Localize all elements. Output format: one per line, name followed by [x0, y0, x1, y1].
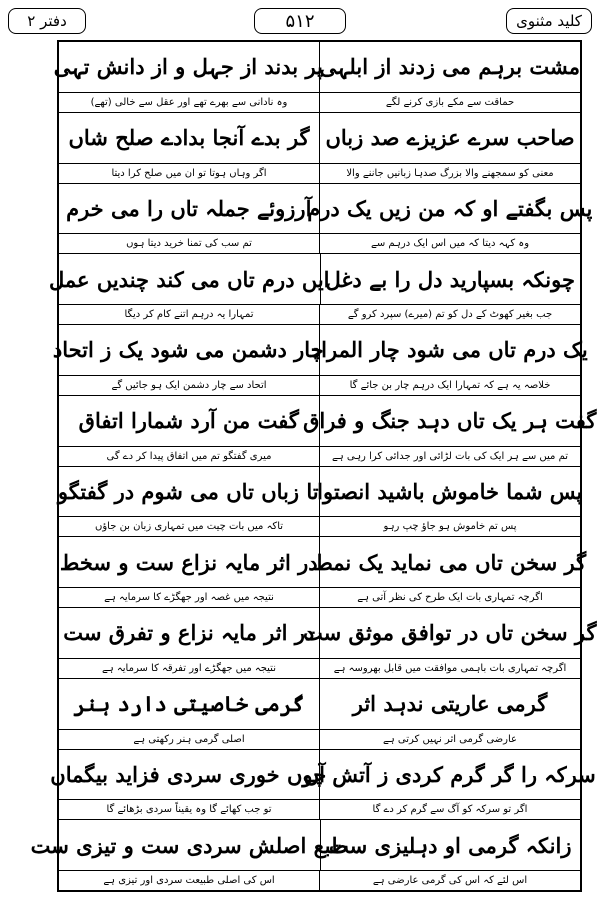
first-translation: جب بغیر کھوٹ کے دل کو تم (میرے) سپرد کرو گے	[319, 305, 580, 324]
first-translation: اگرچہ تمہاری بات ایک طرح کی نظر آتی ہے	[319, 588, 580, 607]
first-hemistich: گر سخن تاں می نماید یک نمط	[319, 537, 581, 587]
first-hemistich: چونکہ بسپارید دل را بے دغل	[320, 254, 581, 304]
couplet-row	[59, 679, 580, 750]
second-hemistich: در اثر مایہ نزاع و تفرق ست	[63, 620, 315, 646]
second-translation: تو جب کھائے گا وہ یقیناً سردی بڑھائے گا	[106, 804, 272, 816]
verse-line	[59, 396, 597, 446]
second-hemistich: در اثر مایہ نزاع ست و سخط	[59, 549, 318, 575]
second-hemistich: پر بدند از جہل و از دانش تہی	[53, 54, 323, 80]
first-translation: اگرچہ تمہاری بات باہمی موافقت میں قابل بھروسہ ہے	[319, 659, 580, 678]
second-translation: نتیجہ میں جھگڑے اور تفرقہ کا سرمایہ ہے	[102, 662, 276, 674]
translation-line	[59, 870, 580, 890]
second-translation: نتیجہ میں غصہ اور جھگڑے کا سرمایہ ہے	[104, 592, 274, 603]
translation-line	[59, 375, 580, 395]
second-hemistich: طبع اصلش سردی ست و تیزی ست	[30, 832, 348, 858]
verse-line	[59, 679, 580, 729]
second-translation: اصلی گرمی ہنر رکھتی ہے	[133, 733, 245, 745]
first-translation: وہ کہہ دیتا کہ میں اس ایک درہم سے	[319, 234, 580, 253]
second-hemistich: چار دشمن می شود یک ز اتحاد	[52, 337, 324, 363]
first-translation: پس تم خاموش ہو جاؤ چپ رہو	[319, 517, 580, 536]
translation-line	[59, 446, 580, 466]
translation-line	[59, 799, 580, 819]
translation-line	[59, 516, 580, 536]
couplet-row	[59, 396, 597, 467]
second-hemistich: ایں درم تاں می کند چندیں عمل	[48, 266, 330, 292]
first-hemistich: پس شما خاموش باشید انصتوا	[319, 467, 581, 517]
verse-line	[48, 254, 580, 304]
second-translation: وہ نادانی سے بھرے تھے اور عقل سے خالی (تھے)	[90, 96, 288, 108]
second-translation: اگر وہاں ہوتا تو ان میں صلح کرا دیتا	[111, 167, 267, 179]
couplet-row	[30, 820, 580, 890]
book-title-label: کلید مثنوی	[506, 8, 592, 34]
first-hemistich: گر سخن تاں در توافق موثق ست	[319, 608, 581, 658]
couplet-row	[59, 537, 587, 608]
second-translation: تمہارا یہ درہم اتنے کام کر دیگا	[124, 309, 254, 320]
second-translation: اتحاد سے چار دشمن ایک ہو جائیں گے	[111, 379, 267, 391]
couplet-row	[48, 254, 580, 325]
first-hemistich: صاحب سرے عزیزے صد زباں	[319, 113, 580, 163]
verse-line	[59, 113, 580, 163]
translation-line	[59, 163, 580, 183]
verse-line	[57, 467, 583, 517]
couplet-row	[52, 325, 588, 396]
couplet-row	[59, 608, 597, 679]
second-translation: میری گفتگو تم میں اتفاق پیدا کر دے گی	[106, 450, 272, 462]
second-hemistich: گر بدے آنجا بدادے صلح شاں	[68, 125, 310, 151]
verse-line	[30, 820, 580, 870]
translation-line	[59, 304, 580, 324]
first-translation: تم میں سے ہر ایک کی بات لڑائی اور جدائی کرا رہی ہے	[319, 447, 580, 466]
couplet-row	[53, 42, 580, 113]
verse-line	[53, 42, 580, 92]
couplet-row	[57, 467, 583, 538]
second-hemistich: تا زباں تاں می شوم در گفتگو	[57, 478, 319, 504]
translation-line	[59, 92, 580, 112]
volume-label: دفتر ۲	[8, 8, 86, 34]
second-hemistich: گفت من آرد شمارا اتفاق	[78, 408, 299, 434]
couplet-row	[50, 750, 596, 821]
page-number: ۵۱۲	[254, 8, 346, 34]
second-translation: تم سب کی تمنا خرید دیتا ہوں	[126, 238, 252, 250]
first-translation: خلاصہ یہ ہے کہ تمہارا ایک درہم چار بن جائے گا	[319, 376, 580, 395]
first-hemistich: پس بگفتے او کہ من زیں یک درم	[319, 184, 581, 234]
translation-line	[59, 729, 580, 749]
first-hemistich: سرکہ را گر گرم کردی ز آتش آں	[319, 750, 581, 800]
first-translation: معنی کو سمجھنے والا بزرگ صدہا زبانیں جاننے والا	[319, 164, 580, 183]
second-hemistich: چوں خوری سردی فزاید بیگماں	[50, 761, 327, 787]
second-hemistich: گرمی خاصیتی دارد ہنر	[73, 691, 305, 717]
translation-line	[59, 658, 580, 678]
verse-line	[59, 184, 593, 234]
first-hemistich: زانکہ گرمی او دہلیزی ست	[320, 820, 581, 870]
verse-line	[59, 537, 587, 587]
verse-table	[30, 40, 597, 892]
second-hemistich: آرزوئے جملہ تاں را می خرم	[66, 195, 312, 221]
translation-line	[59, 233, 580, 253]
verse-line	[52, 325, 588, 375]
first-translation: عارضی گرمی اثر نہیں کرتی ہے	[319, 730, 580, 749]
verse-line	[50, 750, 596, 800]
first-translation: اس لئے کہ اس کی گرمی عارضی ہے	[319, 871, 580, 890]
second-translation: اس کی اصلی طبیعت سردی اور تیزی ہے	[103, 875, 275, 886]
first-hemistich: مشت برہم می زدند از ابلہی	[319, 42, 580, 92]
verse-line	[59, 608, 597, 658]
first-hemistich: گرمی عاریتی ندہد اثر	[319, 679, 580, 729]
first-hemistich: گفت ہر یک تاں دہد جنگ و فراق	[319, 396, 581, 446]
first-hemistich: یک درم تاں می شود چار المراد	[319, 325, 581, 375]
first-translation: اگر تو سرکہ کو آگ سے گرم کر دے گا	[319, 800, 580, 819]
couplet-row	[59, 184, 593, 255]
translation-line	[59, 587, 580, 607]
second-translation: تاکہ میں بات چیت میں تمہاری زبان بن جاؤں	[94, 521, 284, 533]
couplet-row	[59, 113, 580, 184]
first-translation: حماقت سے مکے بازی کرنے لگے	[319, 93, 580, 112]
